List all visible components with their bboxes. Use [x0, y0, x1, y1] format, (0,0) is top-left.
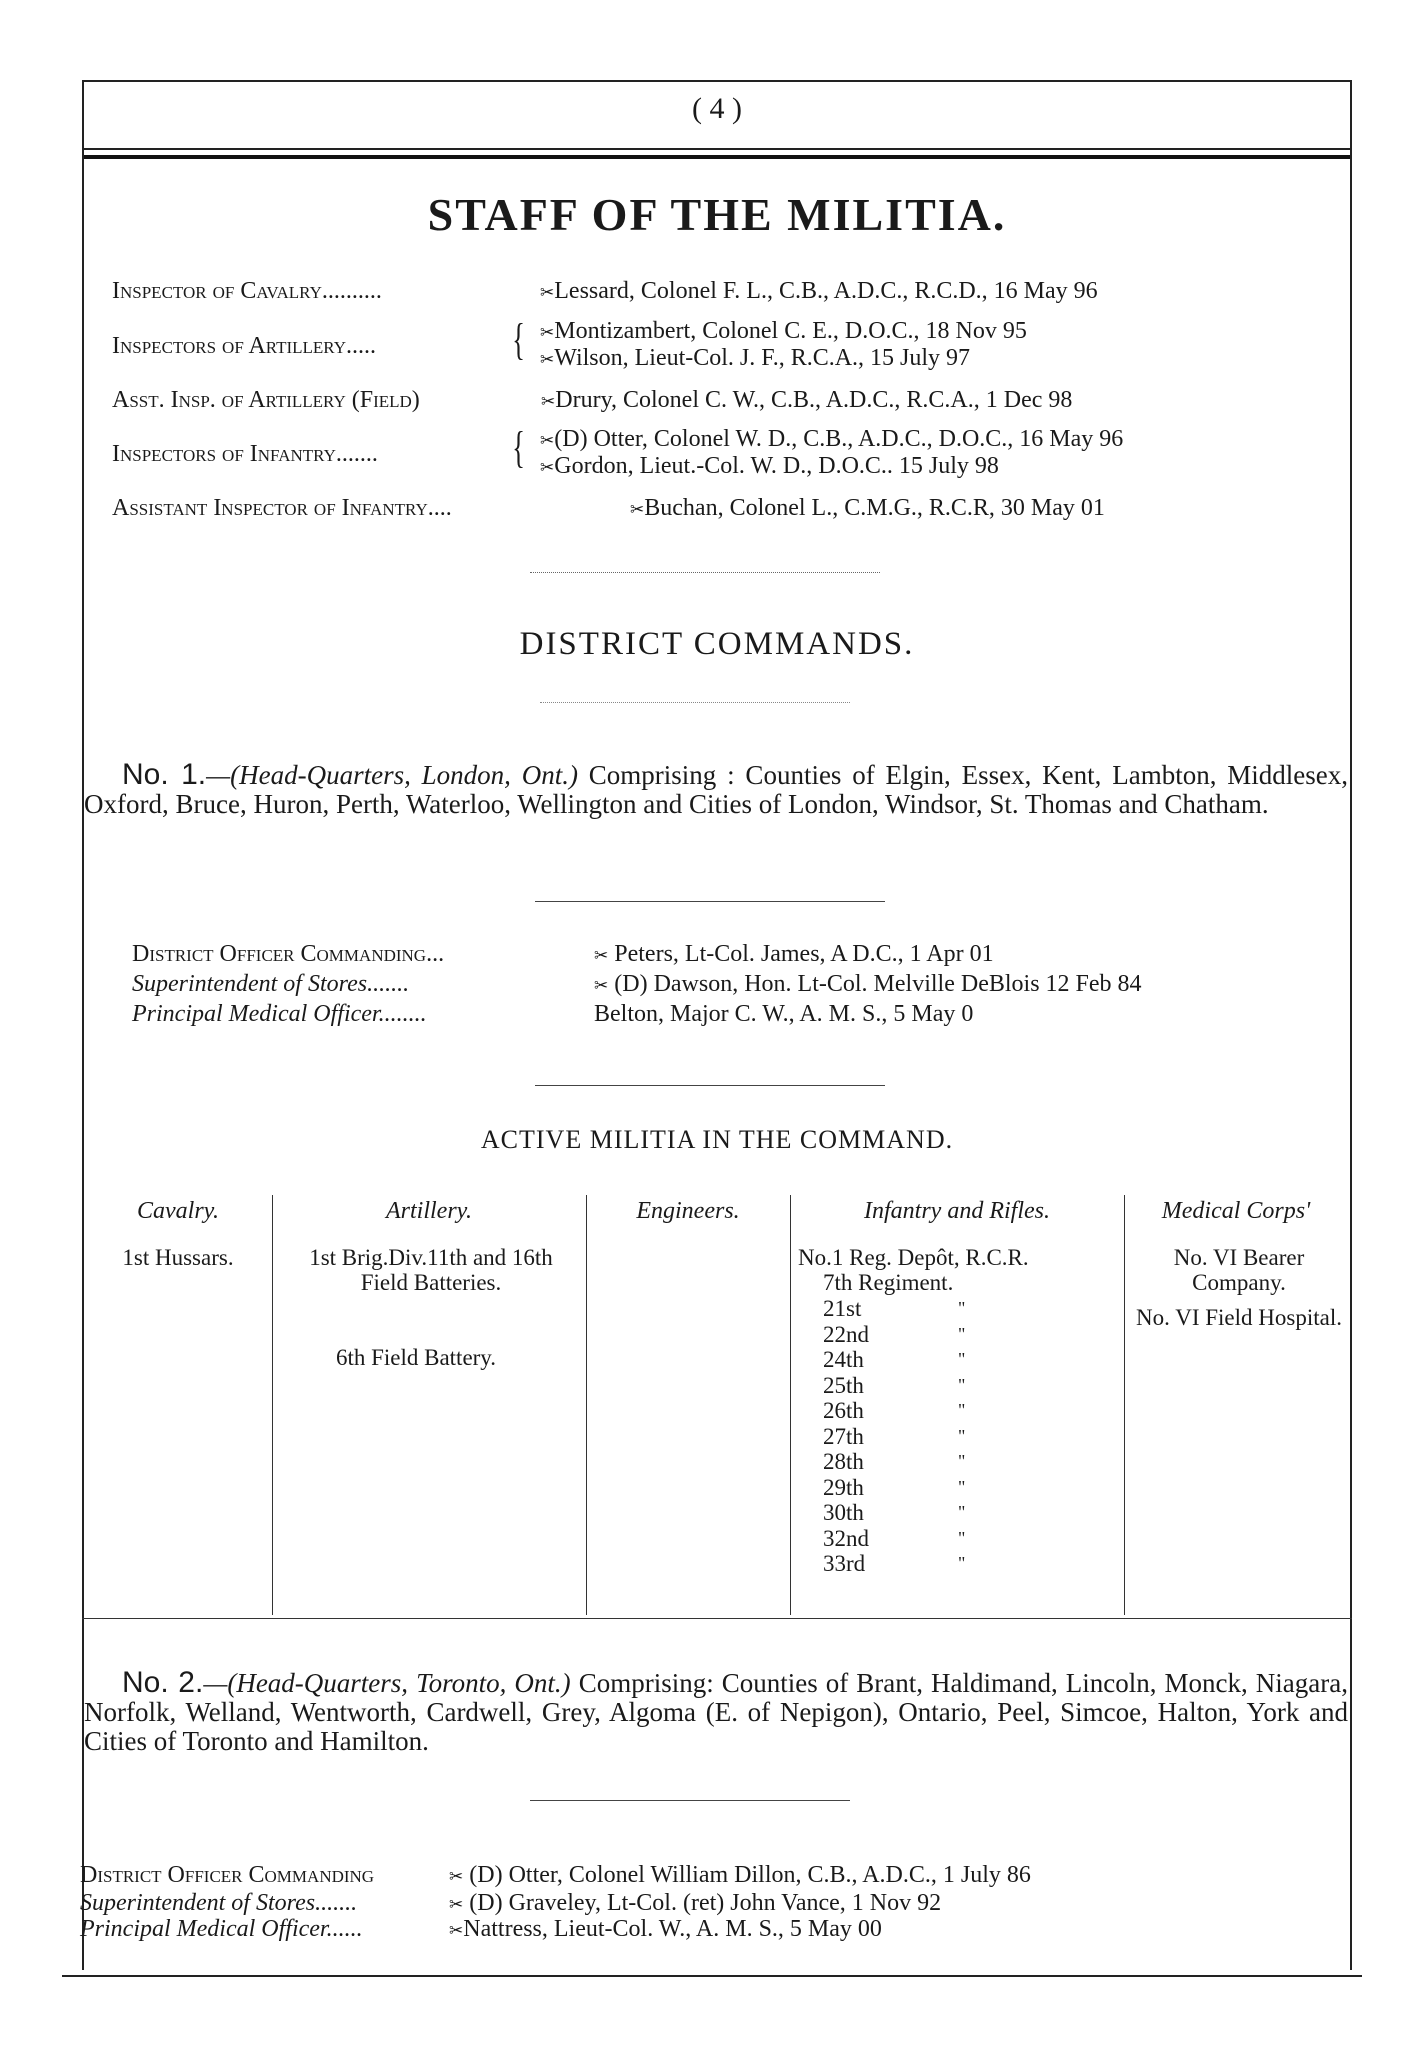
infantry-second: 7th Regiment. [823, 1270, 954, 1295]
page-title: STAFF OF THE MILITIA. [427, 189, 1007, 240]
infantry-regiment: 28th [823, 1449, 864, 1474]
column-head-engineers: Engineers. [636, 1198, 740, 1224]
staff-office-artillery: Inspectors of Artillery..... [112, 333, 376, 359]
ditto-mark: " [958, 1298, 966, 1318]
column-head-cavalry: Cavalry. [137, 1198, 219, 1224]
divider [540, 702, 850, 703]
scissors-icon: ✂ [594, 976, 607, 995]
column-divider [586, 1195, 587, 1615]
scissors-icon: ✂ [449, 1895, 462, 1914]
ditto-mark: " [958, 1349, 966, 1369]
d1-office-medical: Principal Medical Officer........ [132, 1001, 427, 1027]
officer-entry-text: Nattress, Lieut-Col. W., A. M. S., 5 May 00 [463, 1916, 882, 1942]
column-divider [1124, 1195, 1125, 1615]
scissors-icon: ✂ [540, 431, 553, 450]
divider [535, 901, 885, 902]
officer-entry-text: Peters, Lt-Col. James, A D.C., 1 Apr 01 [614, 941, 994, 967]
divider [530, 572, 880, 573]
header-double-rule [84, 148, 1350, 159]
staff-entry-infantry-2 [540, 453, 999, 480]
scissors-icon: ✂ [540, 458, 553, 477]
ditto-mark: " [958, 1374, 966, 1395]
district-hq: —(Head-Quarters, London, Ont.) [206, 760, 578, 790]
ditto-mark: " [958, 1476, 966, 1497]
officer-entry-text: (D) Dawson, Hon. Lt-Col. Melville DeBlois 12 Feb 84 [614, 971, 1142, 997]
infantry-regiment: 22nd [823, 1321, 869, 1347]
d1-office-stores: Superintendent of Stores....... [132, 971, 410, 997]
staff-entry-asst-infantry [630, 495, 1105, 522]
district-number: No. 1. [122, 758, 207, 791]
artillery-item: 6th Field Battery. [335, 1345, 497, 1370]
district-1-description [84, 760, 1348, 819]
staff-entry-text: Montizambert, Colonel C. E., D.O.C., 18 Nov 95 [554, 318, 1027, 344]
d1-entry-doc [594, 941, 994, 968]
medical-item: No. VI Field Hospital. [1136, 1305, 1342, 1330]
ditto-mark: " [958, 1400, 966, 1420]
infantry-regiment: 32nd [823, 1525, 869, 1551]
divider [530, 1800, 850, 1801]
district-hq: —(Head-Quarters, Toronto, Ont.) [203, 1668, 571, 1698]
ditto-mark: " [958, 1553, 966, 1573]
infantry-regiment: 33rd [823, 1551, 866, 1576]
district-text: Comprising : Counties of Elgin, Essex, Kent, Lambton, Middlesex, Oxford, Bruce, Huron, Perth, Waterloo, Wellington and Cities of London, Windsor, St. Thomas and Chatham. [84, 760, 1348, 819]
infantry-regiment: 21st [823, 1296, 862, 1321]
staff-entry-text: Drury, Colonel C. W., C.B., A.D.C., R.C.A., 1 Dec 98 [555, 387, 1073, 413]
scissors-icon: ✂ [540, 323, 553, 342]
table-bottom-rule [82, 1618, 1352, 1619]
cavalry-item: 1st Hussars. [122, 1245, 234, 1270]
staff-entry-infantry-1 [540, 426, 1123, 453]
column-divider [790, 1195, 791, 1615]
d1-entry-medical: Belton, Major C. W., A. M. S., 5 May 0 [594, 1001, 974, 1027]
staff-entry-text: Lessard, Colonel F. L., C.B., A.D.C., R.C.D., 16 May 96 [554, 278, 1098, 304]
infantry-regiment: 29th [823, 1474, 864, 1500]
district-commands-heading: DISTRICT COMMANDS. [519, 626, 915, 662]
scissors-icon: ✂ [540, 350, 553, 369]
scissors-icon: ✂ [541, 392, 554, 411]
d2-entry-doc [449, 1862, 1031, 1889]
district-number: No. 2. [122, 1666, 204, 1699]
bottom-rule [62, 1975, 1362, 1977]
infantry-regiment: 24th [823, 1347, 864, 1372]
staff-entry-artillery-1 [540, 318, 1027, 345]
staff-office-cavalry: Inspector of Cavalry.......... [112, 278, 382, 304]
scissors-icon: ✂ [540, 283, 553, 302]
ditto-mark: " [958, 1451, 966, 1471]
column-head-artillery: Artillery. [386, 1198, 472, 1224]
staff-entry-text: Gordon, Lieut.-Col. W. D., D.O.C.. 15 July 98 [554, 453, 999, 479]
column-divider [272, 1195, 273, 1615]
divider [535, 1085, 885, 1086]
staff-entry-text: (D) Otter, Colonel W. D., C.B., A.D.C., D.O.C., 16 May 96 [554, 426, 1124, 452]
staff-entry-text: Wilson, Lieut-Col. J. F., R.C.A., 15 July 97 [554, 345, 971, 371]
ditto-mark: " [958, 1323, 966, 1344]
staff-office-asst-infantry: Assistant Inspector of Infantry.... [112, 495, 452, 521]
infantry-regiment: 27th [823, 1423, 864, 1449]
staff-entry-artillery-2 [540, 345, 970, 372]
ditto-mark: " [958, 1527, 966, 1548]
infantry-ditto-marks [958, 1296, 978, 1577]
d1-office-doc: District Officer Commanding... [132, 941, 445, 967]
ditto-mark: " [958, 1425, 966, 1446]
infantry-regiment: 30th [823, 1500, 864, 1525]
infantry-regiment: 25th [823, 1372, 864, 1398]
active-militia-heading: ACTIVE MILITIA IN THE COMMAND. [480, 1125, 954, 1154]
infantry-regiment: 26th [823, 1398, 864, 1423]
d2-entry-stores [449, 1890, 941, 1917]
scissors-icon: ✂ [594, 946, 607, 965]
staff-entry-artillery-field [541, 387, 1072, 414]
infantry-first: No.1 Reg. Depôt, R.C.R. [798, 1245, 1029, 1270]
staff-entry-cavalry [540, 278, 1098, 305]
district-2-description [84, 1668, 1348, 1756]
d2-office-stores: Superintendent of Stores....... [80, 1890, 358, 1916]
district-text: Comprising: Counties of Brant, Haldimand, Lincoln, Monck, Niagara, Norfolk, Welland, Wentworth, Cardwell, Grey, Algoma (E. of Nepigon), Ontario, Peel, Simcoe, Halton, York and Cities of Toronto and Hamilton. [84, 1668, 1349, 1756]
d2-office-medical: Principal Medical Officer...... [80, 1916, 363, 1942]
page-number: ( 4 ) [692, 92, 742, 125]
staff-office-infantry: Inspectors of Infantry....... [112, 441, 378, 467]
scissors-icon: ✂ [449, 1921, 462, 1940]
d2-office-doc: District Officer Commanding [80, 1862, 375, 1888]
staff-office-artillery-field: Asst. Insp. of Artillery (Field) [112, 387, 420, 413]
medical-item: No. VI Bearer Company. [1173, 1245, 1305, 1295]
scissors-icon: ✂ [449, 1867, 462, 1886]
scissors-icon: ✂ [630, 500, 643, 519]
officer-entry-text: (D) Graveley, Lt-Col. (ret) John Vance, 1 Nov 92 [469, 1890, 942, 1916]
brace-icon: { [512, 315, 525, 364]
d2-entry-medical [449, 1916, 882, 1943]
artillery-item: 1st Brig.Div.11th and 16th Field Batteries. [309, 1245, 553, 1295]
infantry-numbers [823, 1296, 893, 1577]
ditto-mark: " [958, 1502, 966, 1522]
officer-entry-text: (D) Otter, Colonel William Dillon, C.B., A.D.C., 1 July 86 [469, 1862, 1031, 1888]
d1-entry-stores [594, 971, 1142, 998]
brace-icon: { [512, 423, 525, 472]
staff-entry-text: Buchan, Colonel L., C.M.G., R.C.R, 30 May 01 [644, 495, 1105, 521]
column-head-infantry: Infantry and Rifles. [864, 1198, 1050, 1224]
column-head-medical: Medical Corps' [1161, 1198, 1311, 1224]
